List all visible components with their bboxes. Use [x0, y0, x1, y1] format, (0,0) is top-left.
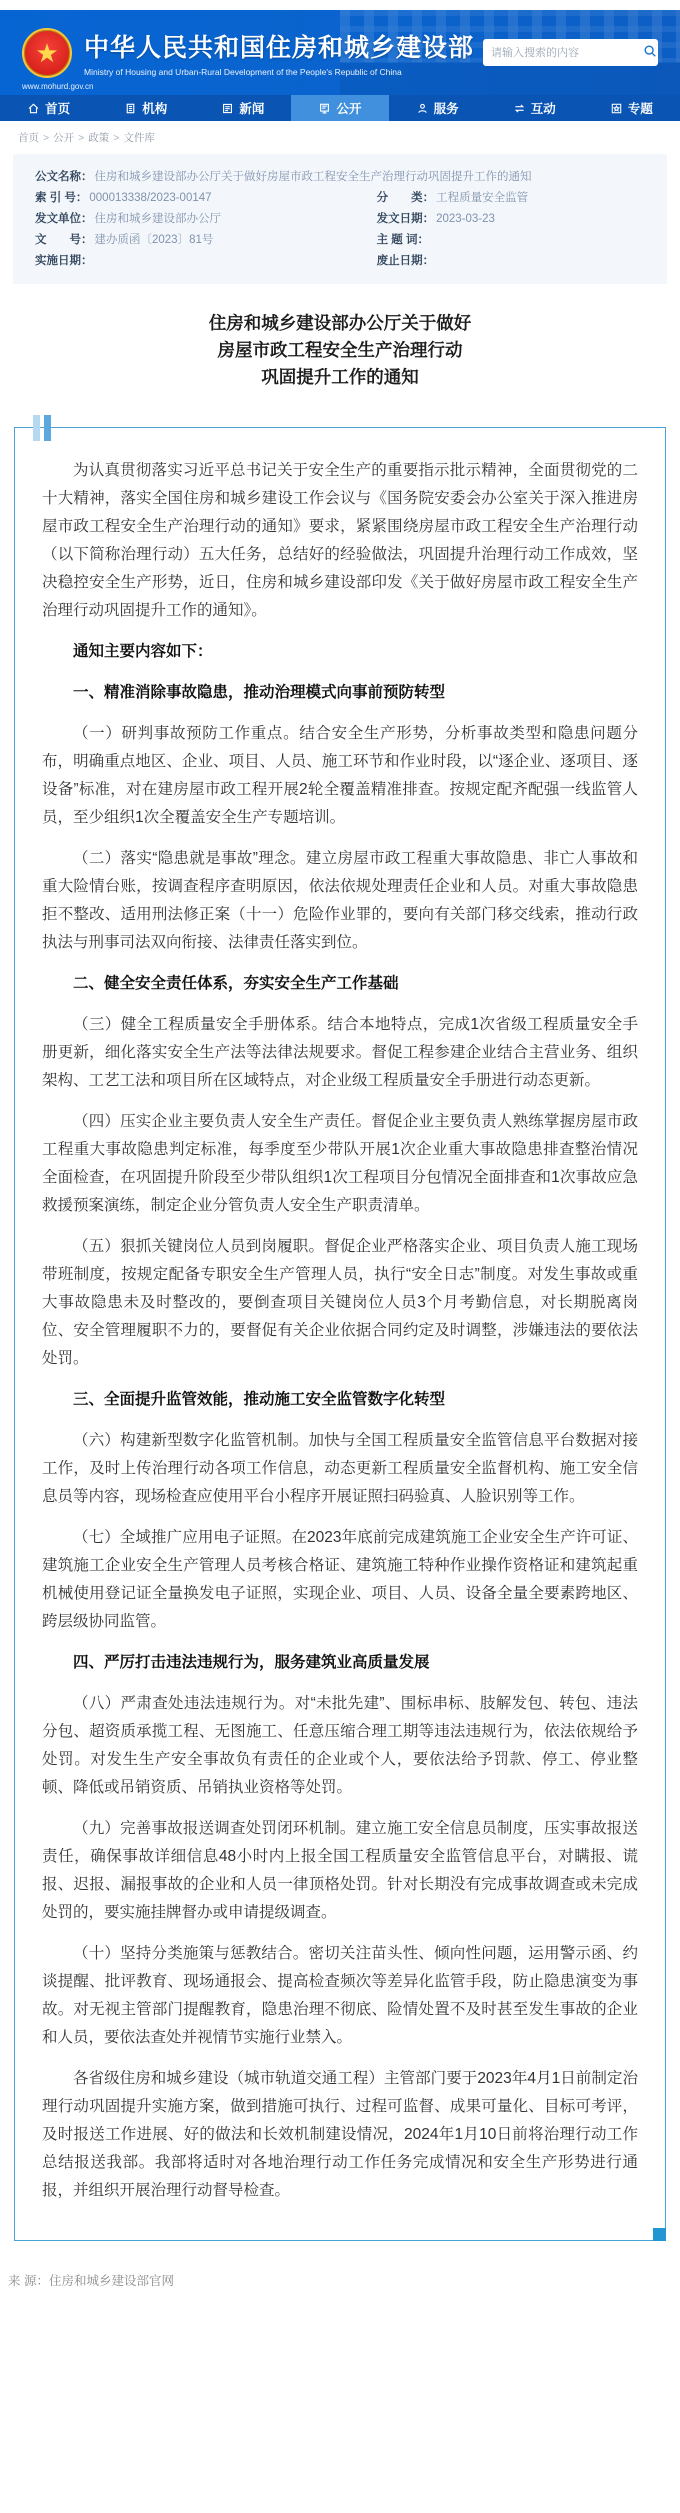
- home-icon: [27, 102, 40, 115]
- article-paragraph: 通知主要内容如下：: [73, 643, 213, 660]
- meta-doc-name-value: 住房和城乡建设部办公厅关于做好房屋市政工程安全生产治理行动巩固提升工作的通知: [94, 171, 532, 183]
- article-paragraph: （七）全域推广应用电子证照。在2023年底前完成建筑施工企业安全生产许可证、建筑施工企业安全生产管理人员考核合格证、建筑施工特种作业操作资格证和建筑起重机械使用登记证全量换发电子证照，实现企业、项目、人员、设备全量全要素跨地区、跨层级协同监管。: [42, 1529, 638, 1630]
- page-title: [40, 310, 640, 391]
- source-line: 来 源：住房和城乡建设部官网: [8, 2274, 174, 2288]
- corner-accent: [653, 2228, 666, 2241]
- article-paragraph: （三）健全工程质量安全手册体系。结合本地特点，完成1次省级工程质量安全手册更新，细化落实安全生产法等法律法规要求。督促工程参建企业结合主营业务、组织架构、工艺工法和项目所在区域特点，对企业级工程质量安全手册进行动态更新。: [42, 1016, 638, 1089]
- meta-doc-name-row: [35, 167, 645, 188]
- article-paragraph: 一、精准消除事故隐患，推动治理模式向事前预防转型: [73, 684, 446, 701]
- meta-doc-number-row: 文 号： 建办质函〔2023〕81号: [35, 234, 214, 246]
- title-line-3: 巩固提升工作的通知: [261, 367, 419, 387]
- article-paragraph: 为认真贯彻落实习近平总书记关于安全生产的重要指示批示精神，全面贯彻党的二十大精神，落实全国住房和城乡建设工作会议与《国务院安委会办公室关于深入推进房屋市政工程安全生产治理行动的通知》要求，紧紧围绕房屋市政工程安全生产治理行动（以下简称治理行动）五大任务，总结好的经验做法，巩固提升治理行动工作成效，坚决稳控安全生产形势，近日，住房和城乡建设部印发《关于做好房屋市政工程安全生产治理行动巩固提升工作的通知》。: [42, 462, 638, 619]
- national-emblem-icon: ★: [22, 28, 72, 78]
- site-header: [0, 10, 680, 95]
- nav-item-disclosure[interactable]: 公开: [291, 95, 388, 121]
- nav-item-topics[interactable]: 专题: [583, 95, 680, 121]
- site-url: www.mohurd.gov.cn: [22, 82, 94, 91]
- breadcrumb-disclosure[interactable]: 公开: [53, 132, 75, 144]
- service-icon: [416, 102, 429, 115]
- meta-repeal-date-row: 废止日期：: [376, 255, 435, 267]
- nav-item-news[interactable]: 新闻: [194, 95, 291, 121]
- ministry-name-en: Ministry of Housing and Urban-Rural Development of the People's Republic of China: [84, 67, 402, 77]
- article-paragraph: （六）构建新型数字化监管机制。加快与全国工程质量安全监管信息平台数据对接工作，及时上传治理行动各项工作信息，动态更新工程质量安全监督机构、施工安全信息员等内容，现场检查应使用平台小程序开展证照扫码验真、人脸识别等工作。: [42, 1432, 638, 1505]
- article-paragraph: （一）研判事故预防工作重点。结合安全生产形势，分析事故类型和隐患问题分布，明确重点地区、企业、项目、人员、施工环节和作业时段，以“逐企业、逐项目、逐设备”标准，对在建房屋市政工程开展2轮全覆盖精准排查。按规定配齐配强一线监管人员，至少组织1次全覆盖安全生产专题培训。: [42, 725, 638, 826]
- meta-category-row: 分 类： 工程质量安全监管: [376, 192, 529, 204]
- search-icon: [643, 44, 657, 61]
- article-paragraph: （九）完善事故报送调查处罚闭环机制。建立施工安全信息员制度，压实事故报送责任，确保事故详细信息48小时内上报全国工程质量安全监管信息平台，对瞒报、谎报、迟报、漏报事故的企业和人员一律顶格处罚。针对长期没有完成事故调查或未完成处罚的，要实施挂牌督办或申请提级调查。: [42, 1820, 638, 1921]
- breadcrumb-policy[interactable]: 政策: [88, 132, 110, 144]
- article-paragraph: （四）压实企业主要负责人安全生产责任。督促企业主要负责人熟练掌握房屋市政工程重大事故隐患判定标准，每季度至少带队开展1次企业重大事故隐患排查整治情况全面检查，在巩固提升阶段至少带队组织1次工程项目分包情况全面排查和1次事故应急救援预案演练，制定企业分管负责人安全生产职责清单。: [42, 1113, 638, 1214]
- article-paragraph: 三、全面提升监管效能，推动施工安全监管数字化转型: [73, 1391, 446, 1408]
- meta-issuer-row: 发文单位： 住房和城乡建设部办公厅: [35, 213, 221, 225]
- meta-index-row: 索 引 号： 000013338/2023-00147: [35, 192, 212, 204]
- disclosure-icon: [318, 102, 331, 115]
- nav-item-home[interactable]: 首页: [0, 95, 97, 121]
- article-paragraph: 各省级住房和城乡建设（城市轨道交通工程）主管部门要于2023年4月1日前制定治理行动巩固提升实施方案，做到措施可执行、过程可监督、成果可量化、目标可考评，及时报送工作进展、好的做法和长效机制建设情况，2024年1月10日前将治理行动工作总结报送我部。我部将适时对各地治理行动工作任务完成情况和安全生产形势进行通报，并组织开展治理行动督导检查。: [42, 2070, 638, 2199]
- article-paragraph: （二）落实“隐患就是事故”理念。建立房屋市政工程重大事故隐患、非亡人事故和重大险情台账，按调查程序查明原因，依法依规处理责任企业和人员。对重大事故隐患拒不整改、适用刑法修正案（十一）危险作业罪的，要向有关部门移交线索，推动行政执法与刑事司法双向衔接、法律责任落实到位。: [42, 850, 638, 951]
- meta-label: 公文名称：: [35, 171, 93, 183]
- ministry-name-cn: 中华人民共和国住房和城乡建设部: [84, 34, 475, 62]
- search-button[interactable]: [641, 39, 658, 66]
- article-paragraph: （五）狠抓关键岗位人员到岗履职。督促企业严格落实企业、项目负责人施工现场带班制度，按规定配备专职安全生产管理人员，执行“安全日志”制度。对发生事故或重大事故隐患未及时整改的，要倒查项目关键岗位人员3个月考勤信息，对长期脱离岗位、安全管理履职不力的，要督促有关企业依据合同约定及时调整，涉嫌违法的要依法处罚。: [42, 1238, 638, 1367]
- interact-icon: [513, 102, 526, 115]
- article-paragraph: 二、健全安全责任体系，夯实安全生产工作基础: [73, 975, 399, 992]
- nav-item-services[interactable]: 服务: [389, 95, 486, 121]
- meta-effective-date-row: 实施日期：: [35, 255, 93, 267]
- article-body: [14, 427, 666, 2241]
- breadcrumb: 首页 > 公开 > 政策 > 文件库: [18, 132, 155, 144]
- main-nav: [0, 95, 680, 121]
- nav-item-interaction[interactable]: 互动: [486, 95, 583, 121]
- title-line-1: 住房和城乡建设部办公厅关于做好: [208, 313, 472, 333]
- nav-item-org[interactable]: 机构: [97, 95, 194, 121]
- breadcrumb-library[interactable]: 文件库: [123, 132, 155, 144]
- search-input[interactable]: [483, 47, 641, 59]
- org-icon: [124, 102, 137, 115]
- news-icon: [221, 102, 234, 115]
- article-paragraph: （八）严肃查处违法违规行为。对“未批先建”、围标串标、肢解发包、转包、违法分包、超资质承揽工程、无图施工、任意压缩合理工期等违法违规行为，依法依规给予处罚。对发生生产安全事故负有责任的企业或个人，要依法给予罚款、停工、停业整顿、降低或吊销资质、吊销执业资格等处罚。: [42, 1695, 638, 1796]
- quote-decoration-icon: [33, 415, 51, 441]
- top-strip: [0, 0, 680, 10]
- meta-subject-words-row: 主 题 词：: [376, 234, 429, 246]
- meta-issue-date-row: 发文日期： 2023-03-23: [376, 213, 495, 225]
- breadcrumb-home[interactable]: 首页: [18, 132, 39, 144]
- article-paragraph: 四、严厉打击违法违规行为，服务建筑业高质量发展: [73, 1654, 430, 1671]
- doc-meta-panel: [13, 154, 667, 284]
- topics-icon: [610, 102, 623, 115]
- ministry-brand: [84, 28, 474, 77]
- search-box[interactable]: [483, 39, 658, 66]
- title-line-2: 房屋市政工程安全生产治理行动: [217, 340, 463, 360]
- article-paragraph: （十）坚持分类施策与惩教结合。密切关注苗头性、倾向性问题，运用警示函、约谈提醒、批评教育、现场通报会、提高检查频次等差异化监管手段，防止隐患演变为事故。对无视主管部门提醒教育，隐患治理不彻底、险情处置不及时甚至发生事故的企业和人员，要依法查处并视情节实施行业禁入。: [42, 1945, 638, 2046]
